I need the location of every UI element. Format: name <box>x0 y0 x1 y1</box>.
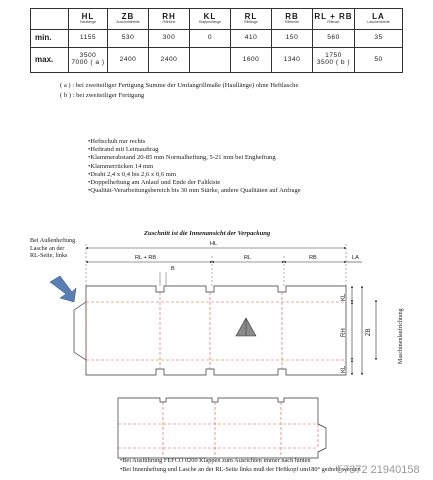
orientation-triangle-icon <box>236 318 256 336</box>
cell-value: 0 <box>207 34 213 42</box>
blank-outline-bottom <box>118 398 326 458</box>
row-label: max. <box>31 48 69 73</box>
label-b: B <box>171 266 175 272</box>
header-code: KL <box>203 11 217 21</box>
cell-value: 35 <box>374 34 383 42</box>
header-code: RL + RB <box>314 11 353 21</box>
footnote-innenheftung: •Bei Innenheftung und Lasche an der RL-Seite links muß der Heftkopf um180° gedreht werden <box>120 466 361 473</box>
header-code: HL <box>81 11 95 21</box>
side-note-line: Bei Außenheftung <box>30 237 76 244</box>
machine-direction-label: Maschinenlaufrichtung <box>398 308 404 364</box>
cell-value: 410 <box>244 34 258 42</box>
label-rh: RH <box>341 328 347 337</box>
row-label: min. <box>31 30 69 48</box>
label-kl-bottom: KL <box>341 365 347 373</box>
watermark: 57372 21940158 <box>337 464 420 476</box>
label-la: LA <box>352 255 359 261</box>
list-item: •Heftschuh nur rechts <box>88 138 146 145</box>
header-code: RH <box>162 11 176 21</box>
header-code: ZB <box>121 11 135 21</box>
fold-lines-top <box>86 292 346 369</box>
cell-value: 7000 ( a ) <box>71 59 105 66</box>
label-kl-top: KL <box>341 293 347 301</box>
dimension-rl-rb-row <box>86 256 362 286</box>
header-sub: Rillhöhe <box>162 20 176 25</box>
cell-value: 1340 <box>283 55 301 63</box>
cell-value: 3500 ( b ) <box>316 59 351 66</box>
list-item: •Draht 2,4 x 0,4 bis 2,6 x 0,6 mm <box>88 170 177 178</box>
list-item: •Klammerrücken 14 mm <box>88 162 154 170</box>
label-rb: RB <box>309 255 317 261</box>
label-rl-rb: RL + RB <box>135 255 157 261</box>
cell-value: 1600 <box>242 55 260 63</box>
footnote-fefco: •Bei Ausführung FEFCO 0200 Klappen zum Ausrichten immer nach hinten <box>120 457 311 464</box>
cell-value: 50 <box>374 55 383 63</box>
label-hl: HL <box>210 241 218 247</box>
cell-value: 1155 <box>79 34 97 42</box>
label-rl: RL <box>244 255 252 261</box>
cell-value: 300 <box>162 34 176 42</box>
header-sub: Zuschnittbreite <box>116 20 140 25</box>
header-sub: Rilllänge <box>244 20 258 25</box>
header-sub: Haullänge <box>79 20 97 25</box>
fold-lines-bottom <box>118 402 318 458</box>
header-sub: Klappenlänge <box>199 20 221 25</box>
header-code: LA <box>372 11 385 21</box>
dimension-vertical <box>352 286 376 375</box>
list-item: •Heftrand mit Leimauftrag <box>88 146 159 154</box>
cell-value: 3500 <box>79 52 97 60</box>
cell-value: 150 <box>285 34 299 42</box>
cell-value: 2400 <box>160 55 178 63</box>
cell-value: 560 <box>327 34 340 42</box>
note-b: ( b ) : bei zweiteiliger Fertigung <box>60 92 145 99</box>
header-sub: Rillmaß <box>327 20 340 25</box>
dimension-hl <box>86 244 346 286</box>
cell-value: 1750 <box>325 52 342 60</box>
cell-value: 2400 <box>119 55 137 63</box>
list-item: •Qualität-Verarbeitungsbereich bis 30 mm Stärke, andere Qualitäten auf Anfrage <box>88 187 301 195</box>
dimension-b <box>160 272 166 286</box>
header-sub: Rillbreite <box>285 20 299 25</box>
note-a: ( a ) : bei zweiteiliger Fertigung Summe der Umfangrillmaße (Haullänge) ohne Heftlasche <box>60 82 299 89</box>
cell-value: 530 <box>121 34 135 42</box>
label-zb: ZB <box>366 328 372 336</box>
header-code: RL <box>244 11 258 21</box>
diagram-caption: Zuschnitt ist die Innenansicht der Verpackung <box>144 230 271 237</box>
side-note-line: Lasche an der <box>30 244 65 252</box>
side-note-line: RL-Seite, links <box>30 252 68 260</box>
header-code: RB <box>285 11 299 21</box>
list-item: •Klammerabstand 20-85 mm Normalheftung, 5-21 mm bei Engheftung <box>88 154 276 162</box>
list-item: •Doppelheftung am Anlauf und Ende der Faltkiste <box>88 179 221 187</box>
header-sub: Laschenbreite <box>367 20 390 25</box>
feed-arrow-icon <box>50 276 76 302</box>
